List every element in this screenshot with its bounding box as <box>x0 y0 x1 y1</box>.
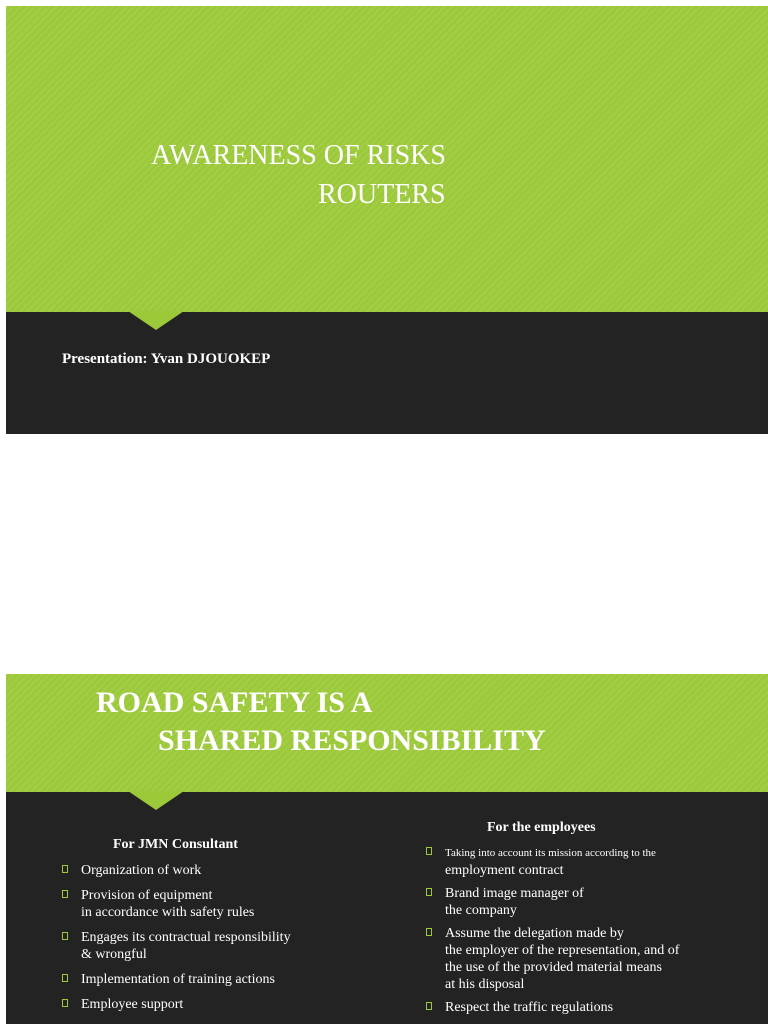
list-item <box>62 929 362 963</box>
slide-title-line-2: ROUTERS <box>318 179 446 210</box>
list-item <box>62 971 362 988</box>
square-bullet-icon <box>426 928 432 936</box>
slide-title-line-1: AWARENESS OF RISKS <box>151 140 446 171</box>
slide-title-line-1: ROAD SAFETY IS A <box>96 686 373 719</box>
square-bullet-icon <box>62 932 68 940</box>
title-slide <box>6 6 768 434</box>
list-item-text: employment contract <box>445 863 564 878</box>
square-bullet-icon <box>62 999 68 1007</box>
notch-arrow-icon <box>128 311 184 330</box>
list-item <box>62 862 362 879</box>
square-bullet-icon <box>62 865 68 873</box>
list-item <box>426 844 766 879</box>
list-item-text-small: Taking into account its mission according to the <box>445 847 656 859</box>
presenter-label: Presentation: Yvan DJOUOKEP <box>62 351 271 367</box>
right-column-heading: For the employees <box>487 820 596 835</box>
content-slide <box>6 674 768 1024</box>
green-header-band <box>6 674 768 792</box>
notch-arrow-icon <box>128 791 184 810</box>
list-item-text: Engages its contractual responsibility & wrongful <box>81 930 291 962</box>
list-item-text: Employee support <box>81 997 184 1012</box>
square-bullet-icon <box>426 847 432 855</box>
square-bullet-icon <box>426 1002 432 1010</box>
left-bullet-list <box>62 862 362 1021</box>
list-item-text: Brand image manager of the company <box>445 886 584 918</box>
dark-footer-band <box>6 312 768 434</box>
square-bullet-icon <box>426 888 432 896</box>
list-item <box>62 887 362 921</box>
slide-title-line-2: SHARED RESPONSIBILITY <box>158 724 546 757</box>
square-bullet-icon <box>62 890 68 898</box>
square-bullet-icon <box>62 974 68 982</box>
green-header-band <box>6 6 768 312</box>
list-item-text: Provision of equipment in accordance with safety rules <box>81 888 255 920</box>
list-item-text: Respect the traffic regulations <box>445 1000 614 1015</box>
list-item-text: Implementation of training actions <box>81 972 276 987</box>
right-bullet-list <box>426 844 766 1022</box>
list-item <box>62 996 362 1013</box>
list-item <box>426 999 766 1016</box>
list-item <box>426 885 766 919</box>
list-item <box>426 925 766 993</box>
left-column-heading: For JMN Consultant <box>113 837 238 852</box>
list-item-text: Organization of work <box>81 863 202 878</box>
list-item-text: Assume the delegation made by the employer of the representation, and of the use of the provided material means at his disposal <box>445 926 680 992</box>
